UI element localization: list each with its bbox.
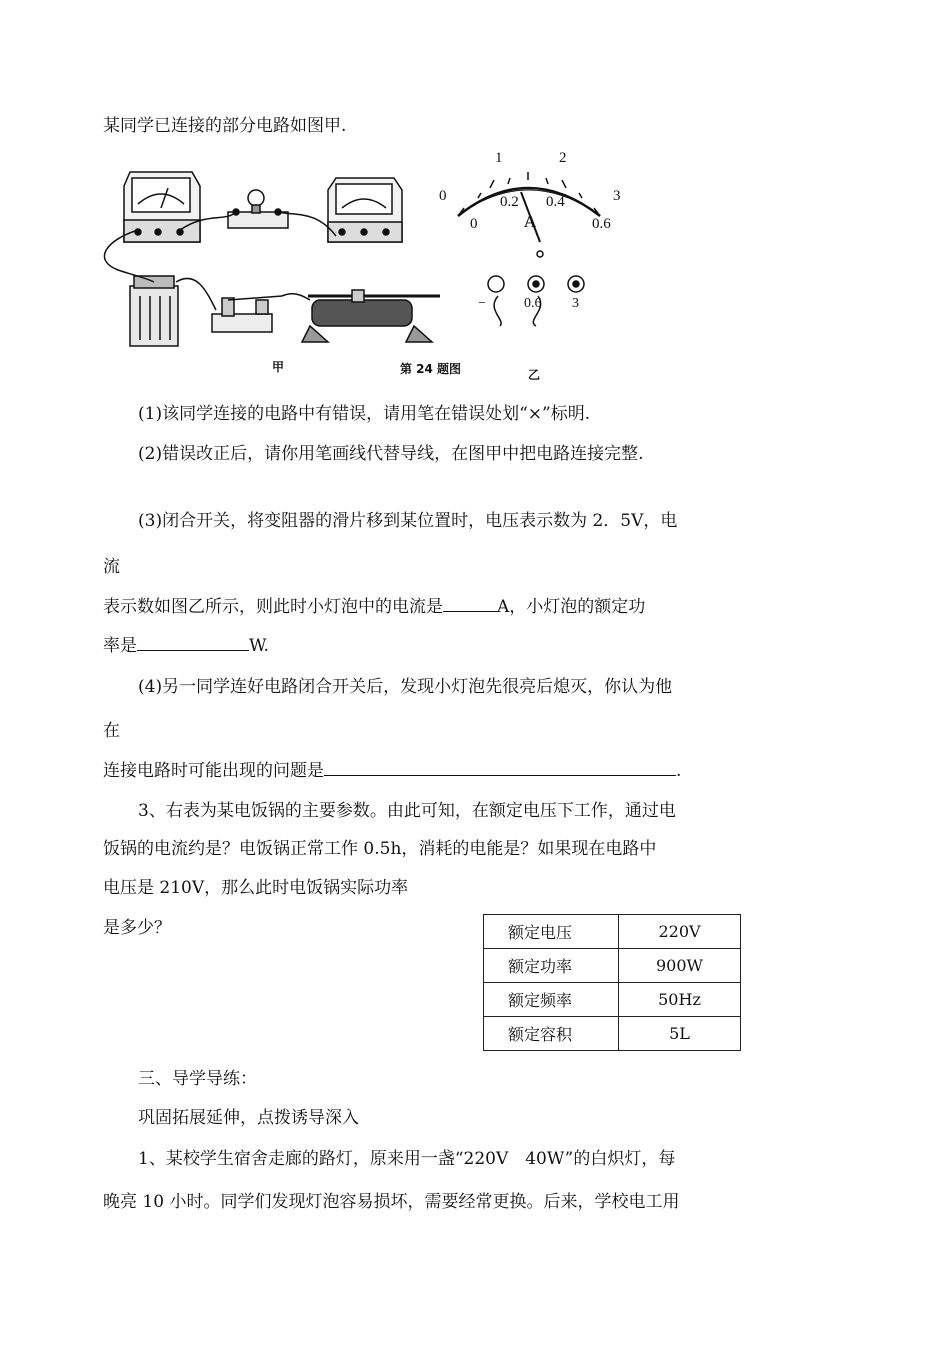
question-3-line-2: 流 [103, 557, 120, 577]
param-value: 50Hz [619, 983, 741, 1017]
problem-3-line-1: 3、右表为某电饭锅的主要参数。由此可知，在额定电压下工作，通过电 [138, 801, 676, 821]
scale-inner-0: 0 [470, 216, 478, 232]
terminal-3: 3 [572, 296, 579, 311]
circuit-diagram [96, 150, 656, 382]
answer-blank-current[interactable] [443, 595, 497, 612]
section-subtitle: 巩固拓展延伸，点拨诱导深入 [138, 1108, 359, 1128]
scale-outer-2: 2 [559, 150, 567, 166]
question-1: (1)该同学连接的电路中有错误，请用笔在错误处划“×”标明. [138, 404, 591, 424]
problem-3-line-2: 饭锅的电流约是？电饭锅正常工作 0.5h，消耗的电能是？如果现在电路中 [103, 839, 657, 859]
question-3-line-4: 率是 W. [103, 636, 269, 656]
answer-blank-problem[interactable] [324, 759, 676, 776]
param-name: 额定电压 [484, 915, 619, 949]
scale-outer-1: 1 [495, 150, 503, 166]
table-row [484, 949, 741, 983]
param-value: 900W [619, 949, 741, 983]
problem-1-line-2: 晚亮 10 小时。同学们发现灯泡容易损坏，需要经常更换。后来，学校电工用 [103, 1192, 680, 1212]
scale-inner-02: 0.2 [500, 194, 519, 210]
scale-outer-0: 0 [439, 188, 447, 204]
question-4-line-1: (4)另一同学连好电路闭合开关后，发现小灯泡先很亮后熄灭，你认为他 [138, 677, 673, 697]
param-name: 额定功率 [484, 949, 619, 983]
voltmeter-icon [328, 178, 402, 242]
table-row [484, 983, 741, 1017]
scale-inner-04: 0.4 [546, 194, 565, 210]
lamp-icon [228, 190, 288, 228]
figure-caption: 第 24 题图 [400, 362, 462, 376]
terminal-minus: − [478, 296, 486, 311]
circuit-figure [96, 150, 656, 382]
question-4-line-2: 在 [103, 721, 120, 741]
problem-1-line-1: 1、某校学生宿舍走廊的路灯，原来用一盏“220V 40W”的白炽灯，每 [138, 1149, 676, 1169]
terminal-06: 0.6 [524, 296, 542, 311]
param-value: 5L [619, 1017, 741, 1051]
scale-outer-3: 3 [613, 188, 621, 204]
param-name: 额定容积 [484, 1017, 619, 1051]
problem-3-line-4: 是多少？ [103, 918, 171, 938]
scale-inner-06: 0.6 [592, 216, 611, 232]
question-4-line-3: 连接电路时可能出现的问题是 . [103, 761, 682, 781]
param-value: 220V [619, 915, 741, 949]
question-3-line-1: (3)闭合开关，将变阻器的滑片移到某位置时，电压表示数为 2．5V，电 [138, 511, 678, 531]
problem-3-line-3: 电压是 210V，那么此时电饭锅实际功率 [103, 878, 409, 898]
rheostat-icon [302, 290, 440, 342]
question-2: (2)错误改正后，请你用笔画线代替导线，在图甲中把电路连接完整. [138, 444, 644, 464]
ammeter-unit-label: A [524, 212, 537, 231]
table-row [484, 915, 741, 949]
question-3-line-3: 表示数如图乙所示，则此时小灯泡中的电流是 A，小灯泡的额定功 [103, 597, 646, 617]
figure-label-yi: 乙 [528, 368, 541, 382]
table-row [484, 1017, 741, 1051]
intro-text: 某同学已连接的部分电路如图甲. [103, 116, 347, 136]
figure-label-jia: 甲 [272, 360, 285, 374]
param-name: 额定频率 [484, 983, 619, 1017]
battery-icon [130, 276, 178, 346]
switch-icon [212, 296, 282, 332]
section-3-heading: 三、导学导练： [138, 1069, 257, 1089]
answer-blank-power[interactable] [137, 634, 249, 651]
rice-cooker-params-table [483, 914, 741, 1051]
